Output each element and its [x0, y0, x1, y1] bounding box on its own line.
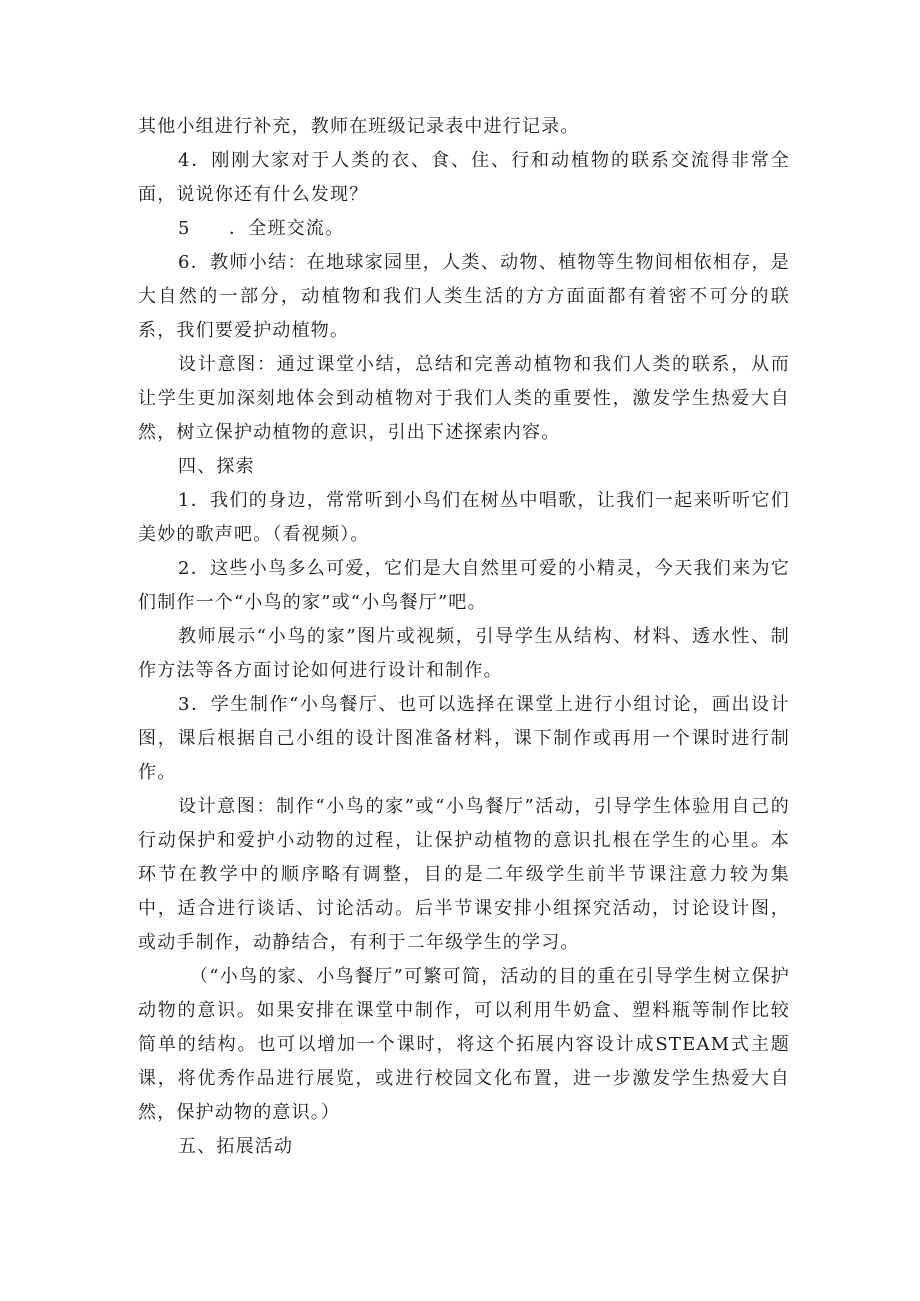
- section-heading-explore: 四、探索: [178, 456, 255, 477]
- paragraph-item-5: 5 ．全班交流。: [178, 218, 345, 239]
- paragraph-explore-2: 2．这些小鸟多么可爱，它们是大自然里可爱的小精灵，今天我们来为它们制作一个“小鸟的家”或“小鸟餐厅”吧。: [138, 558, 790, 613]
- paragraph-explore-3: 3．学生制作“小鸟餐厅、也可以选择在课堂上进行小组讨论，画出设计图，课后根据自己小组的设计图准备材料，课下制作或再用一个课时进行制作。: [138, 694, 790, 783]
- section-heading-extension: 五、拓展活动: [178, 1136, 294, 1157]
- paragraph-item-4: 4．刚刚大家对于人类的衣、食、住、行和动植物的联系交流得非常全面，说说你还有什么发现？: [138, 150, 790, 205]
- paragraph-design-intent-1: 设计意图：通过课堂小结，总结和完善动植物和我们人类的联系，从而让学生更加深刻地体会到动植物对于我们人类的重要性，激发学生热爱大自然，树立保护动植物的意识，引出下述探索内容。: [138, 354, 790, 443]
- paragraph-teacher-demo: 教师展示“小鸟的家”图片或视频，引导学生从结构、材料、透水性、制作方法等各方面讨论如何进行设计和制作。: [138, 626, 790, 681]
- paragraph-explore-1: 1．我们的身边，常常听到小鸟们在树丛中唱歌，让我们一起来听听它们美妙的歌声吧。（看视频）。: [138, 490, 790, 545]
- paragraph-item-6-summary: 6．教师小结：在地球家园里，人类、动物、植物等生物间相依相存，是大自然的一部分，动植物和我们人类生活的方方面面都有着密不可分的联系，我们要爱护动植物。: [138, 252, 790, 341]
- paragraph-design-intent-2: 设计意图：制作“小鸟的家”或“小鸟餐厅”活动，引导学生体验用自己的行动保护和爱护小动物的过程，让保护动植物的意识扎根在学生的心里。本环节在教学中的顺序略有调整，目的是二年级学生前半节课注意力较为集中，适合进行谈话、讨论活动。后半节课安排小组探究活动，讨论设计图，或动手制作，动静结合，有利于二年级学生的学习。: [138, 796, 790, 953]
- document-page: [138, 110, 790, 1164]
- paragraph-note: （“小鸟的家、小鸟餐厅”可繁可简，活动的目的重在引导学生树立保护动物的意识。如果安排在课堂中制作，可以利用牛奶盒、塑料瓶等制作比较简单的结构。也可以增加一个课时，将这个拓展内容设计成STEAM式主题课，将优秀作品进行展览，或进行校园文化布置，进一步激发学生热爱大自然，保护动物的意识。）: [138, 966, 790, 1123]
- paragraph-continuation: 其他小组进行补充，教师在班级记录表中进行记录。: [138, 116, 580, 137]
